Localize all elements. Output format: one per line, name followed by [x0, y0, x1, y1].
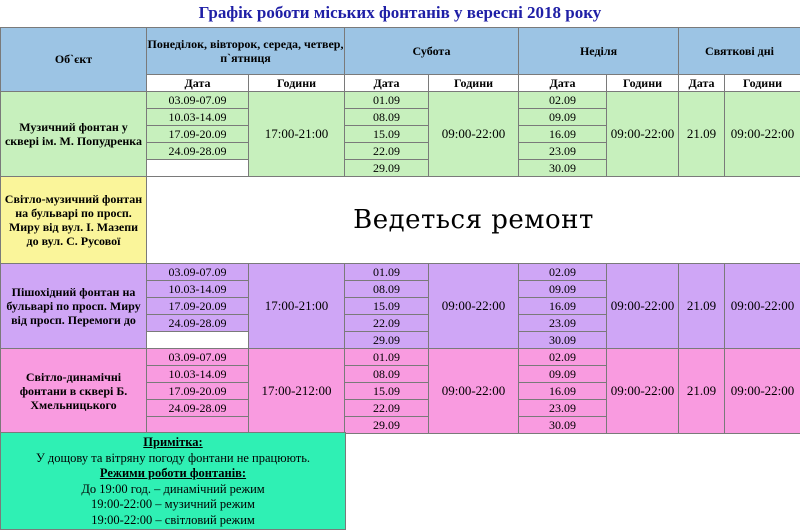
holiday-hours: 09:00-22:00	[725, 92, 800, 177]
date-header: Дата	[147, 75, 249, 92]
saturday-date: 08.09	[345, 109, 429, 126]
repair-status: Ведеться ремонт	[147, 177, 800, 264]
saturday-date: 01.09	[345, 349, 429, 366]
page-title: Графік роботи міських фонтанів у вересні 2018 року	[198, 3, 602, 22]
holiday-hours: 09:00-22:00	[725, 349, 800, 434]
fountain-name: Світло-динамічні фонтани в сквері Б. Хмельницького	[1, 349, 147, 434]
weekday-date-empty	[147, 417, 249, 434]
mode-line: До 19:00 год. – динамічний режим	[81, 481, 265, 496]
saturday-date: 29.09	[345, 417, 429, 434]
mode-line: 19:00-22:00 – музичний режим	[91, 497, 255, 511]
sunday-date: 30.09	[519, 160, 607, 177]
sunday-date: 09.09	[519, 281, 607, 298]
saturday-date: 22.09	[345, 315, 429, 332]
sunday-date: 16.09	[519, 298, 607, 315]
date-header: Дата	[519, 75, 607, 92]
sunday-date: 23.09	[519, 315, 607, 332]
weekday-date: 17.09-20.09	[147, 383, 249, 400]
date-header: Дата	[679, 75, 725, 92]
weekday-date-empty	[147, 332, 249, 349]
fountain-name: Пішохідний фонтан на бульварі по просп. Миру від просп. Перемоги до	[1, 264, 147, 349]
saturday-hours: 09:00-22:00	[429, 264, 519, 349]
weekdays-header: Понеділок, вівторок, середа, четвер, п`ятниця	[147, 28, 345, 75]
fountain-schedule-table	[0, 27, 800, 434]
holiday-date: 21.09	[679, 349, 725, 434]
sunday-date: 02.09	[519, 92, 607, 109]
note-box	[0, 432, 346, 530]
hours-header: Години	[249, 75, 345, 92]
holidays-header: Святкові дні	[679, 28, 800, 75]
saturday-date: 22.09	[345, 143, 429, 160]
saturday-date: 01.09	[345, 92, 429, 109]
sunday-date: 02.09	[519, 264, 607, 281]
sunday-header: Неділя	[519, 28, 679, 75]
mode-line: 19:00-22:00 – світловий режим	[91, 512, 255, 527]
saturday-header: Субота	[345, 28, 519, 75]
weekday-date-empty	[147, 160, 249, 177]
note-text: У дощову та вітряну погоду фонтани не працюють.	[35, 450, 311, 465]
saturday-date: 15.09	[345, 126, 429, 143]
sunday-hours: 09:00-22:00	[607, 264, 679, 349]
sunday-date: 09.09	[519, 366, 607, 383]
holiday-hours: 09:00-22:00	[725, 264, 800, 349]
saturday-date: 29.09	[345, 160, 429, 177]
saturday-date: 01.09	[345, 264, 429, 281]
weekday-hours: 17:00-21:00	[249, 264, 345, 349]
hours-header: Години	[725, 75, 800, 92]
saturday-date: 29.09	[345, 332, 429, 349]
weekday-date: 24.09-28.09	[147, 315, 249, 332]
object-header: Об`єкт	[1, 28, 147, 92]
weekday-date: 03.09-07.09	[147, 264, 249, 281]
weekday-date: 24.09-28.09	[147, 143, 249, 160]
fountain-name: Світло-музичний фонтан на бульварі по просп. Миру від вул. І. Мазепи до вул. С. Русової	[1, 177, 147, 264]
weekday-hours: 17:00-212:00	[249, 349, 345, 434]
note-heading: Примітка:	[143, 435, 203, 449]
weekday-date: 10.03-14.09	[147, 281, 249, 298]
saturday-date: 15.09	[345, 383, 429, 400]
sunday-date: 16.09	[519, 383, 607, 400]
hours-header: Години	[429, 75, 519, 92]
hours-header: Години	[607, 75, 679, 92]
sunday-hours: 09:00-22:00	[607, 349, 679, 434]
modes-heading: Режими роботи фонтанів:	[99, 466, 247, 480]
weekday-date: 24.09-28.09	[147, 400, 249, 417]
saturday-date: 08.09	[345, 366, 429, 383]
sunday-date: 23.09	[519, 143, 607, 160]
weekday-date: 17.09-20.09	[147, 126, 249, 143]
fountain-name: Музичний фонтан у сквері ім. М. Попудренка	[1, 92, 147, 177]
weekday-hours: 17:00-21:00	[249, 92, 345, 177]
sunday-date: 09.09	[519, 109, 607, 126]
saturday-date: 15.09	[345, 298, 429, 315]
weekday-date: 17.09-20.09	[147, 298, 249, 315]
saturday-hours: 09:00-22:00	[429, 92, 519, 177]
saturday-hours: 09:00-22:00	[429, 349, 519, 434]
weekday-date: 03.09-07.09	[147, 92, 249, 109]
saturday-date: 22.09	[345, 400, 429, 417]
weekday-date: 10.03-14.09	[147, 109, 249, 126]
sunday-date: 30.09	[519, 417, 607, 434]
date-header: Дата	[345, 75, 429, 92]
weekday-date: 10.03-14.09	[147, 366, 249, 383]
holiday-date: 21.09	[679, 92, 725, 177]
sunday-date: 02.09	[519, 349, 607, 366]
sunday-date: 30.09	[519, 332, 607, 349]
holiday-date: 21.09	[679, 264, 725, 349]
saturday-date: 08.09	[345, 281, 429, 298]
sunday-date: 16.09	[519, 126, 607, 143]
sunday-date: 23.09	[519, 400, 607, 417]
sunday-hours: 09:00-22:00	[607, 92, 679, 177]
weekday-date: 03.09-07.09	[147, 349, 249, 366]
